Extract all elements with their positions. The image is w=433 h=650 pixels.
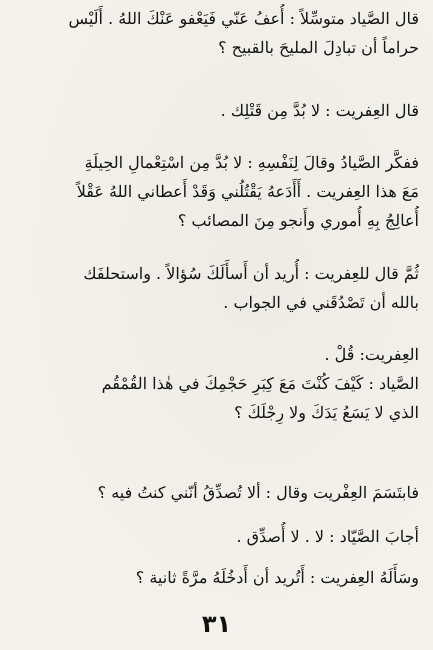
- paragraph-fisherman-question: [14, 369, 419, 427]
- paragraph-genie-say: [14, 340, 419, 369]
- text-line: مَعَ هذا العِفريت . أَأَدَعهُ يَقْتُلُني وَقَدْ أَعطاني اللهُ عَقْلاً: [76, 182, 419, 201]
- paragraph-genie-reply: [14, 96, 419, 125]
- text-line: بالله أن تَصْدُقَني في الجواب .: [223, 293, 419, 312]
- text-line: ففكَّر الصَّيادُ وقالَ لِنَفْسِهِ : لا بُدَّ مِن اسْتِعْمالِ الحِيلَةِ: [84, 153, 419, 172]
- text-line: أُعالِجُ بِهِ أُموري وأَنجو مِنَ المصائب ؟: [177, 211, 419, 230]
- paragraph-fisherman-asks: [14, 259, 419, 317]
- paragraph-fisherman-thinks: [14, 148, 419, 235]
- paragraph-fisherman-answer: [14, 522, 419, 551]
- paragraph-genie-asks: [14, 563, 419, 592]
- text-line: قال الصَّياد متوسِّلاً : أُعفُ عَنّي فَيَعْفو عَنْكَ اللهُ . أَلَيْس: [68, 9, 419, 28]
- paragraph-genie-smiles: [14, 478, 419, 507]
- text-line: الذي لا يَسَعُ يَدَكَ ولا رِجْلَكَ ؟: [234, 403, 419, 422]
- page-number: ٣١: [201, 610, 232, 638]
- text-line: أجابَ الصَّيّاد : لا . لا أُصدِّق .: [236, 527, 419, 546]
- text-line: فابتَسَمَ العِفْريت وقال : ألا تُصدِّقُ أنّني كنتُ فيه ؟: [97, 483, 419, 502]
- text-line: قال العِفريت : لا بُدَّ مِن قَتْلِك .: [220, 101, 419, 120]
- text-line: الصَّياد : كَيْفَ كُنْتَ مَعَ كِبَرِ حَجْمِكَ في هٰذا القُمْقُم: [101, 374, 419, 393]
- paragraph-fisherman-plea: [14, 4, 419, 62]
- text-line: العِفريت: قُلْ .: [324, 345, 419, 364]
- text-line: وسَأَلَهُ العِفريت : أَتُريد أن أَدخُلَهُ مرَّةً ثانية ؟: [135, 568, 419, 587]
- text-line: حراماً أن تبادِلَ المليحَ بالقبيح ؟: [218, 38, 419, 57]
- text-line: ثُمَّ قال للعِفريت : أُريد أن أَسأَلَكَ سُؤالاً . واستحلفَك: [83, 264, 419, 283]
